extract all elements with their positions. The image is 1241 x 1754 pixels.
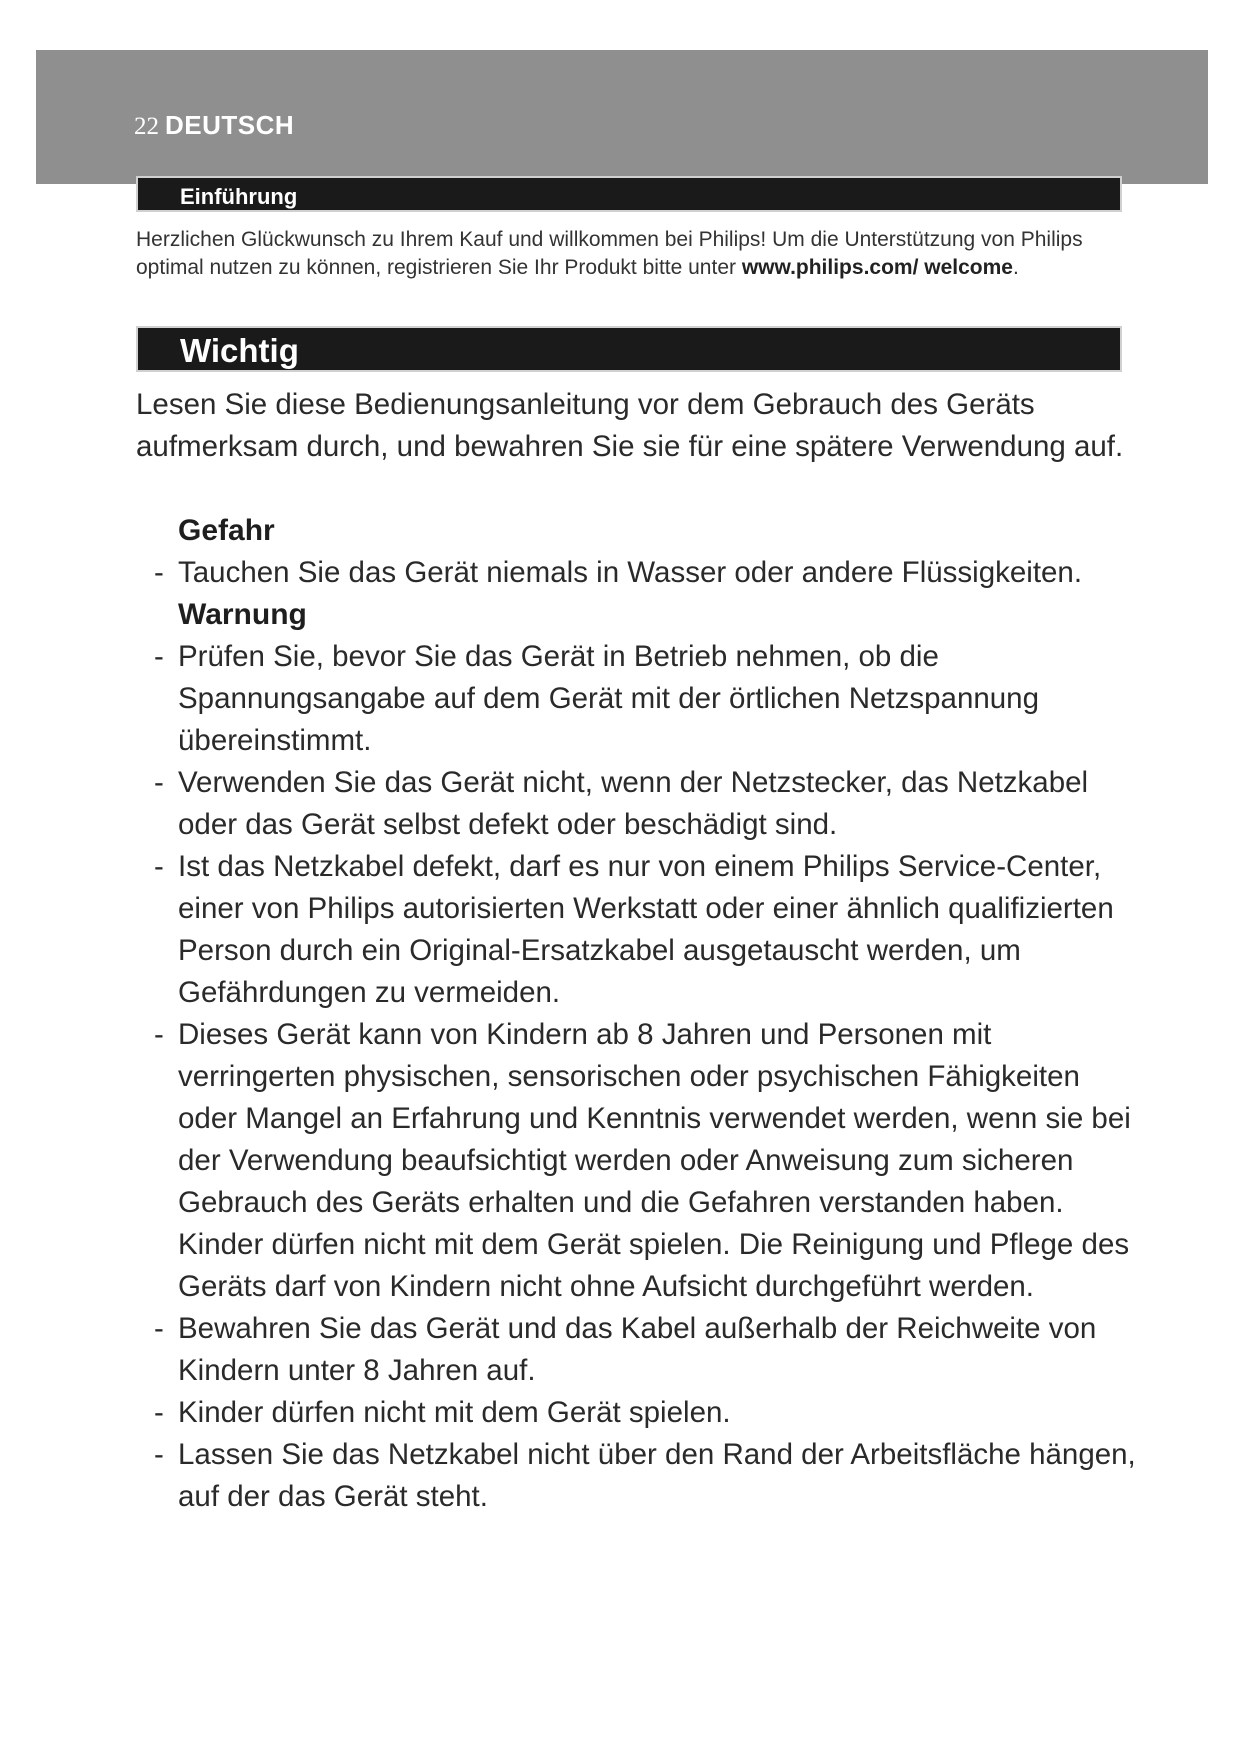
bullet-dash: - [154,1396,164,1429]
warning-item-text: Lassen Sie das Netzkabel nicht über den Rand der Arbeitsfläche hängen, auf der das Gerät steht. [178,1438,1136,1513]
danger-item [136,552,1136,594]
danger-item-text: Tauchen Sie das Gerät niemals in Wasser oder andere Flüssigkeiten. [178,556,1083,589]
intro-text: Herzlichen Glückwunsch zu Ihrem Kauf und willkommen bei Philips! Um die Unterstützung von Philips optimal nutzen zu können, registrieren Sie Ihr Produkt bitte unter [136,228,1083,279]
danger-heading: Gefahr [178,514,275,547]
bullet-dash: - [154,640,164,673]
warning-item [136,1434,1136,1518]
lead-paragraph: Lesen Sie diese Bedienungsanleitung vor dem Gebrauch des Geräts aufmerksam durch, und bewahren Sie sie für eine spätere Verwendung auf. [136,388,1124,463]
bullet-dash: - [154,1018,164,1051]
intro-paragraph [136,226,1096,282]
warning-item [136,636,1136,762]
warning-item [136,762,1136,846]
page-number: 22 [134,113,159,140]
warning-item [136,1308,1136,1392]
bullet-dash: - [154,1312,164,1345]
bullet-dash: - [154,1438,164,1471]
bullet-dash: - [154,850,164,883]
warning-item [136,1392,1136,1434]
warning-item-text: Bewahren Sie das Gerät und das Kabel außerhalb der Reichweite von Kindern unter 8 Jahren auf. [178,1312,1097,1387]
page-header-label [134,110,294,142]
bullet-dash: - [154,556,164,589]
warning-item [136,846,1136,1014]
safety-content [136,510,1136,1518]
warning-item-text: Ist das Netzkabel defekt, darf es nur von einem Philips Service-Center, einer von Philips autorisierten Werkstatt oder einer ähnlich qualifizierten Person durch ein Original-Ersatzkabel ausgetauscht werden, um Gefährdungen zu vermeiden. [178,850,1114,1009]
warning-item-text: Verwenden Sie das Gerät nicht, wenn der Netzstecker, das Netzkabel oder das Gerät selbst defekt oder beschädigt sind. [178,766,1089,841]
bullet-dash: - [154,766,164,799]
warning-item-text: Kinder dürfen nicht mit dem Gerät spielen. [178,1396,731,1429]
language-label: DEUTSCH [165,110,295,140]
warning-item-text: Dieses Gerät kann von Kindern ab 8 Jahren und Personen mit verringerten physischen, sensorischen oder psychischen Fähigkeiten oder Mangel an Erfahrung und Kenntnis verwendet werden, wenn sie bei der Verwendung beaufsichtigt werden oder Anweisung zum sicheren Gebrauch des Geräts erhalten und die Gefahren verstanden haben. Kinder dürfen nicht mit dem Gerät spielen. Die Reinigung und Pflege des Geräts darf von Kindern nicht ohne Aufsicht durchgeführt werden. [178,1018,1131,1303]
warning-item-text: Prüfen Sie, bevor Sie das Gerät in Betrieb nehmen, ob die Spannungsangabe auf dem Gerät mit der örtlichen Netzspannung übereinstimmt. [178,640,1039,757]
intro-text-end: . [1012,256,1019,279]
section-heading-intro: Einführung [136,176,1122,212]
registration-link[interactable]: www.philips.com/ welcome [741,256,1013,279]
section-heading-important: Wichtig [136,326,1122,372]
warning-heading: Warnung [178,598,307,631]
warning-item [136,1014,1136,1308]
